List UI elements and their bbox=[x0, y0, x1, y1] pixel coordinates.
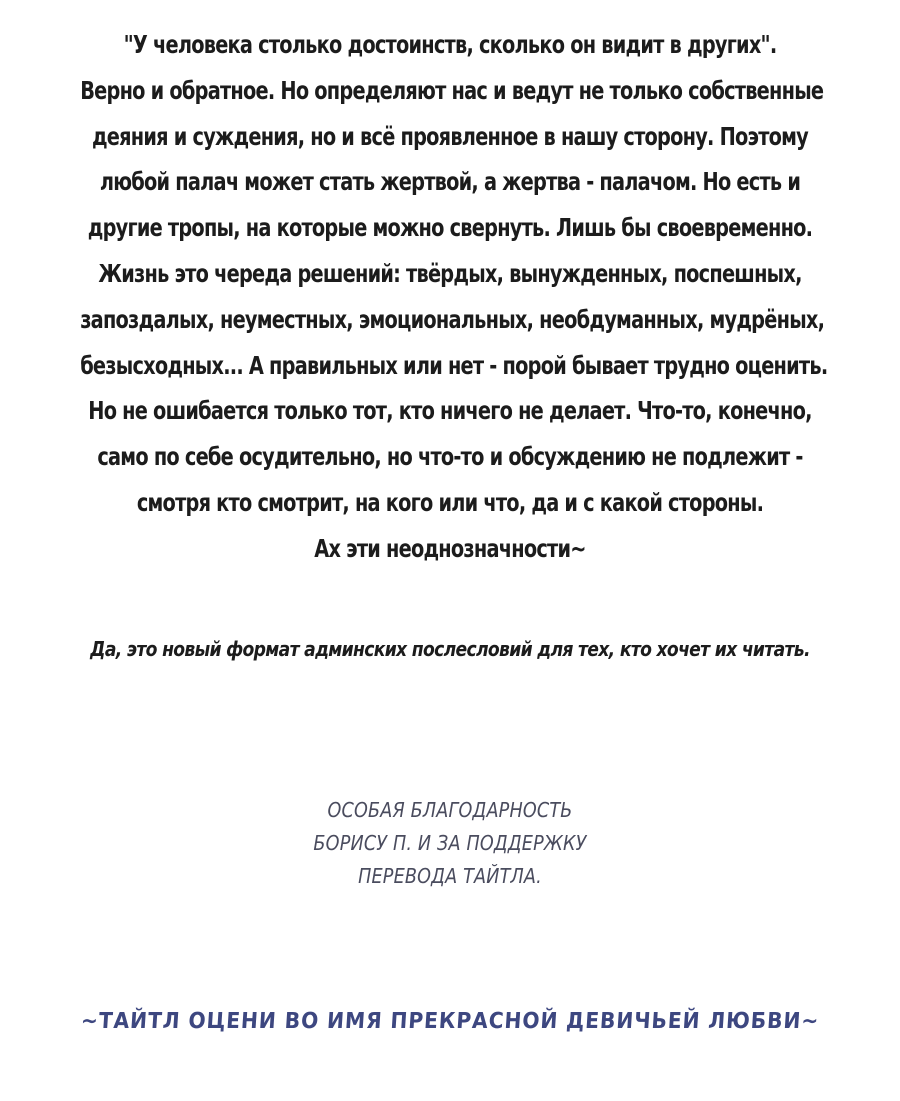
afterword-line: Но не ошибается только тот, кто ничего не делает. Что-то, конечно, bbox=[88, 396, 812, 426]
afterword-line: деяния и суждения, но и всё проявленное в нашу сторону. Поэтому bbox=[91, 121, 809, 151]
special-thanks bbox=[150, 794, 750, 893]
afterword-line: другие тропы, на которые можно свернуть. Лишь бы своевременно. bbox=[87, 213, 813, 243]
afterword-line: "У человека столько достоинств, сколько он видит в других". bbox=[123, 30, 777, 59]
afterword-line: запоздалых, неуместных, эмоциональных, необдуманных, мудрёных, bbox=[80, 304, 825, 334]
thanks-line: ОСОБАЯ БЛАГОДАРНОСТЬ bbox=[327, 798, 573, 822]
thanks-line: БОРИСУ П. И ЗА ПОДДЕРЖКУ bbox=[313, 831, 587, 855]
format-note: Да, это новый формат админских послесловий для тех, кто хочет их читать. bbox=[90, 637, 810, 661]
afterword-text bbox=[20, 22, 880, 572]
rate-title-call: ~ТАЙТЛ ОЦЕНИ ВО ИМЯ ПРЕКРАСНОЙ ДЕВИЧЬЕЙ ЛЮБВИ~ bbox=[80, 1009, 820, 1034]
afterword-line: любой палач может стать жертвой, а жертва - палачом. Но есть и bbox=[99, 167, 801, 197]
afterword-line: Ах эти неоднозначности~ bbox=[314, 533, 586, 563]
afterword-line: безысходных... А правильных или нет - порой бывает трудно оценить. bbox=[80, 350, 828, 380]
afterword-line: смотря кто смотрит, на кого или что, да и с какой стороны. bbox=[136, 487, 764, 517]
afterword-line: Верно и обратное. Но определяют нас и ведут не только собственные bbox=[80, 75, 824, 105]
afterword-line: Жизнь это череда решений: твёрдых, вынужденных, поспешных, bbox=[98, 258, 802, 288]
afterword-line: само по себе осудительно, но что-то и обсуждению не подлежит - bbox=[97, 442, 803, 472]
thanks-line: ПЕРЕВОДА ТАЙТЛА. bbox=[358, 864, 542, 888]
